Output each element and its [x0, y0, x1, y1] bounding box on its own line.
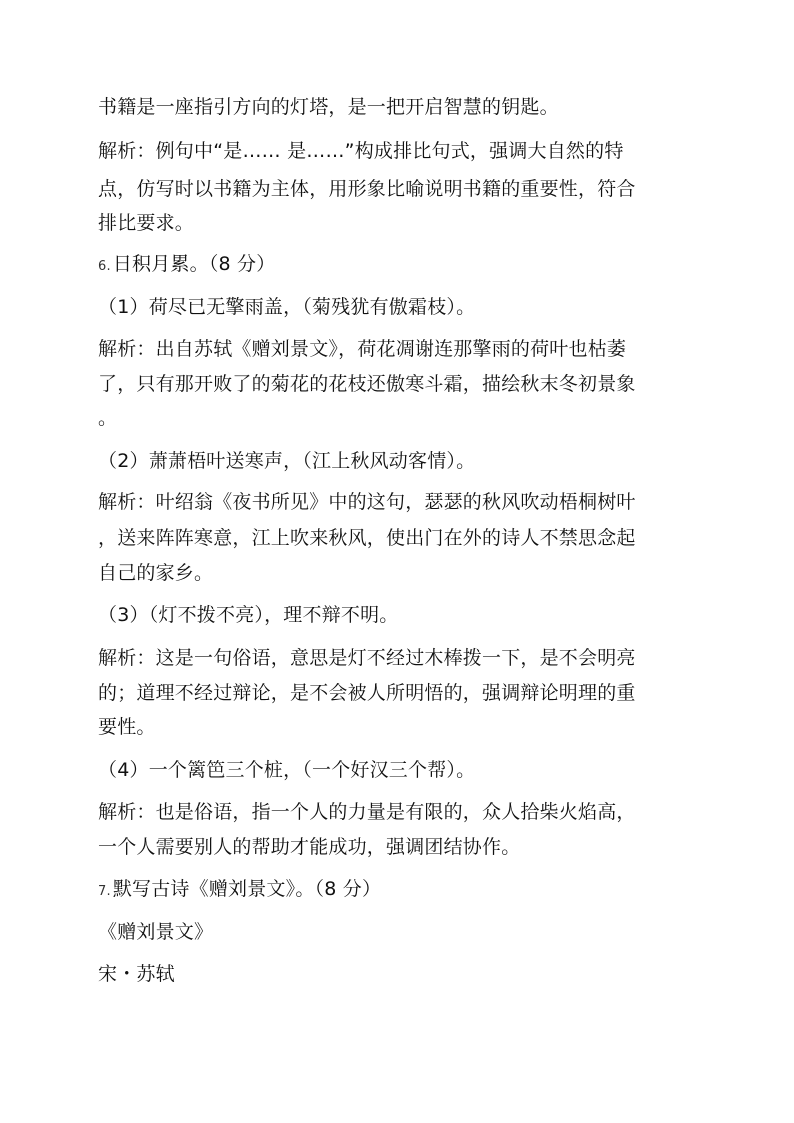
analysis-line: 排比要求。: [98, 212, 195, 234]
question-number: 7.: [98, 884, 111, 899]
question-heading: 7. 默写古诗《赠刘景文》。（8 分）: [98, 878, 382, 900]
analysis-line: 。: [98, 407, 118, 429]
sub-question-line: （1）荷尽已无擎雨盖，（菊残犹有傲霜枝）。: [98, 296, 476, 318]
question-number: 6.: [98, 259, 111, 274]
analysis-line: 自己的家乡。: [98, 562, 214, 584]
analysis-line: 点，仿写时以书籍为主体，用形象比喻说明书籍的重要性，符合: [98, 178, 636, 200]
analysis-line: ，送来阵阵寒意，江上吹来秋风，使出门在外的诗人不禁思念起: [98, 527, 636, 549]
analysis-line: 了，只有那开败了的菊花的花枝还傲寒斗霜，描绘秋末冬初景象: [98, 373, 636, 395]
sub-question-line: （3）（灯不拨不亮），理不辩不明。: [98, 604, 399, 626]
question-heading: 6. 日积月累。（8 分）: [98, 253, 276, 275]
sub-question-line: （4）一个篱笆三个桩，（一个好汉三个帮）。: [98, 759, 476, 781]
analysis-line: 要性。: [98, 716, 156, 738]
analysis-line: 的；道理不经过辩论，是不会被人所明悟的，强调辩论明理的重: [98, 682, 636, 704]
analysis-line: 解析：叶绍翁《夜书所见》中的这句，瑟瑟的秋风吹动梧桐树叶: [98, 491, 636, 513]
analysis-line: 一个人需要别人的帮助才能成功，强调团结协作。: [98, 836, 521, 858]
answer-line: 书籍是一座指引方向的灯塔，是一把开启智慧的钥匙。: [98, 96, 559, 118]
analysis-line: 解析：这是一句俗语，意思是灯不经过木棒拨一下，是不会明亮: [98, 647, 636, 669]
analysis-line: 解析：也是俗语，指一个人的力量是有限的，众人拾柴火焰高，: [98, 801, 636, 823]
analysis-line: 解析：出自苏轼《赠刘景文》，荷花凋谢连那擎雨的荷叶也枯萎: [98, 338, 627, 360]
analysis-line: 解析：例句中“是…… 是……”构成排比句式，强调大自然的特: [98, 140, 624, 162]
poem-author: 宋・苏轼: [98, 963, 175, 985]
poem-title: 《赠刘景文》: [98, 921, 214, 943]
sub-question-line: （2）萧萧梧叶送寒声，（江上秋风动客情）。: [98, 450, 476, 472]
